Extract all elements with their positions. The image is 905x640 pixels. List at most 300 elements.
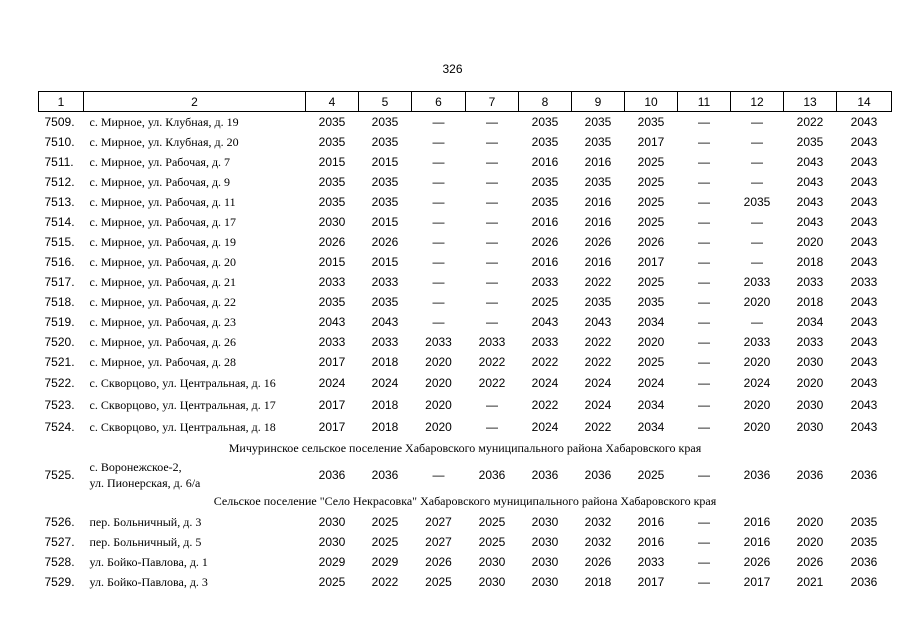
year-cell: 2035	[637, 115, 665, 129]
year-cell: 2034	[637, 420, 665, 434]
address-line: с. Скворцово, ул. Центральная, д. 17	[89, 398, 276, 412]
address-cell	[84, 372, 306, 394]
year-cell: 2020	[743, 295, 771, 309]
year-cell: 2035	[371, 115, 399, 129]
address-line: с. Мирное, ул. Рабочая, д. 22	[89, 295, 237, 309]
year-cell: 2043	[850, 295, 878, 309]
address-cell	[84, 394, 306, 416]
table-header	[39, 92, 892, 112]
year-cell: 2036	[584, 468, 612, 482]
column-header: 4	[306, 92, 359, 112]
year-cell: 2033	[796, 275, 824, 289]
year-cell: 2022	[531, 355, 559, 369]
address-cell	[84, 332, 306, 352]
year-cell: 2035	[637, 295, 665, 309]
address-line: ул. Бойко-Павлова, д. 3	[89, 575, 208, 589]
year-cell: —	[751, 315, 763, 329]
year-cell: 2030	[796, 398, 824, 412]
row-number: 7513.	[44, 195, 75, 209]
address-line: с. Мирное, ул. Рабочая, д. 26	[89, 335, 237, 349]
year-cell: 2016	[584, 215, 612, 229]
year-cell: 2043	[796, 155, 824, 169]
year-cell: 2025	[478, 535, 506, 549]
section-row	[39, 438, 892, 459]
year-cell: —	[698, 295, 710, 309]
year-cell: —	[698, 535, 710, 549]
year-cell: 2027	[425, 515, 452, 529]
year-cell: 2020	[796, 515, 824, 529]
year-cell: 2032	[584, 535, 612, 549]
year-cell: 2018	[796, 295, 824, 309]
row-number: 7517.	[44, 275, 75, 289]
year-cell: —	[432, 235, 445, 249]
table-row	[39, 372, 892, 394]
year-cell: 2035	[371, 295, 399, 309]
year-cell: 2022	[584, 355, 612, 369]
year-cell: 2020	[425, 376, 452, 390]
year-cell: —	[698, 335, 710, 349]
year-cell: 2024	[584, 376, 612, 390]
address-line: с. Мирное, ул. Рабочая, д. 19	[89, 235, 237, 249]
year-cell: 2026	[531, 235, 559, 249]
table-row	[39, 572, 892, 592]
column-header: 8	[519, 92, 572, 112]
year-cell: 2015	[371, 255, 399, 269]
year-cell: 2025	[371, 535, 399, 549]
year-cell: —	[698, 468, 710, 482]
year-cell: 2035	[850, 535, 878, 549]
table-row	[39, 352, 892, 372]
year-cell: —	[486, 255, 498, 269]
year-cell: —	[698, 420, 710, 434]
year-cell: 2033	[743, 335, 771, 349]
year-cell: —	[432, 115, 445, 129]
year-cell: 2035	[371, 195, 399, 209]
year-cell: 2030	[531, 535, 559, 549]
year-cell: 2035	[531, 175, 559, 189]
column-header: 11	[678, 92, 731, 112]
address-line: с. Мирное, ул. Рабочая, д. 17	[89, 215, 237, 229]
year-cell: 2036	[743, 468, 771, 482]
year-cell: —	[698, 235, 710, 249]
year-cell: 2022	[478, 376, 506, 390]
row-number: 7520.	[44, 335, 75, 349]
header-row	[39, 92, 892, 112]
year-cell: —	[432, 255, 445, 269]
year-cell: 2024	[531, 376, 559, 390]
table-row	[39, 152, 892, 172]
year-cell: 2015	[318, 155, 346, 169]
year-cell: 2026	[318, 235, 346, 249]
address-line: с. Мирное, ул. Рабочая, д. 21	[89, 275, 237, 289]
year-cell: 2036	[531, 468, 559, 482]
address-line: с. Мирное, ул. Рабочая, д. 28	[89, 355, 237, 369]
year-cell: 2035	[531, 115, 559, 129]
table-row	[39, 112, 892, 133]
year-cell: 2030	[531, 555, 559, 569]
year-cell: 2043	[371, 315, 399, 329]
row-number: 7529.	[44, 575, 75, 589]
year-cell: 2018	[371, 420, 399, 434]
year-cell: —	[432, 175, 445, 189]
year-cell: 2036	[850, 555, 878, 569]
year-cell: 2024	[584, 398, 612, 412]
year-cell: 2020	[796, 376, 824, 390]
year-cell: 2018	[371, 355, 399, 369]
year-cell: 2020	[637, 335, 665, 349]
year-cell: 2025	[478, 515, 506, 529]
year-cell: 2026	[584, 555, 612, 569]
page-number: 326	[442, 62, 463, 76]
year-cell: —	[698, 115, 710, 129]
year-cell: 2025	[637, 468, 665, 482]
table-row	[39, 394, 892, 416]
year-cell: 2022	[584, 275, 612, 289]
year-cell: 2043	[850, 398, 878, 412]
year-cell: 2035	[318, 295, 346, 309]
row-number: 7509.	[44, 115, 75, 129]
year-cell: 2020	[796, 535, 824, 549]
year-cell: —	[486, 135, 498, 149]
year-cell: —	[486, 115, 498, 129]
year-cell: —	[751, 135, 763, 149]
table-row	[39, 332, 892, 352]
year-cell: —	[432, 315, 445, 329]
year-cell: 2033	[371, 335, 399, 349]
column-header: 1	[39, 92, 84, 112]
row-number: 7510.	[44, 135, 75, 149]
column-header: 9	[572, 92, 625, 112]
year-cell: 2035	[318, 175, 346, 189]
year-cell: 2025	[531, 295, 559, 309]
year-cell: —	[698, 215, 710, 229]
year-cell: 2022	[531, 398, 559, 412]
year-cell: —	[486, 215, 498, 229]
year-cell: 2035	[584, 135, 612, 149]
year-cell: —	[486, 275, 498, 289]
year-cell: 2018	[584, 575, 612, 589]
year-cell: 2016	[584, 255, 612, 269]
address-cell	[84, 252, 306, 272]
year-cell: 2022	[796, 115, 824, 129]
year-cell: —	[432, 215, 445, 229]
year-cell: 2026	[743, 555, 771, 569]
year-cell: 2035	[371, 135, 399, 149]
address-cell	[84, 192, 306, 212]
year-cell: 2043	[850, 235, 878, 249]
row-number: 7525.	[44, 468, 75, 482]
year-cell: 2036	[796, 468, 824, 482]
year-cell: 2020	[425, 398, 452, 412]
table-body	[39, 112, 892, 593]
row-number: 7512.	[44, 175, 75, 189]
year-cell: —	[432, 155, 445, 169]
year-cell: 2035	[318, 195, 346, 209]
year-cell: 2015	[371, 215, 399, 229]
year-cell: —	[486, 315, 498, 329]
year-cell: 2025	[637, 355, 665, 369]
address-cell	[84, 552, 306, 572]
year-cell: 2020	[796, 235, 824, 249]
row-number: 7521.	[44, 355, 75, 369]
year-cell: 2035	[531, 135, 559, 149]
year-cell: 2022	[478, 355, 506, 369]
address-cell	[84, 112, 306, 133]
row-number: 7516.	[44, 255, 75, 269]
address-cell	[84, 312, 306, 332]
address-line: с. Мирное, ул. Рабочая, д. 11	[89, 195, 236, 209]
year-cell: 2030	[796, 420, 824, 434]
table-row	[39, 459, 892, 491]
year-cell: 2032	[584, 515, 612, 529]
year-cell: 2035	[743, 195, 771, 209]
year-cell: 2020	[743, 398, 771, 412]
year-cell: 2036	[850, 468, 878, 482]
year-cell: 2030	[318, 515, 346, 529]
year-cell: 2015	[371, 155, 399, 169]
year-cell: 2026	[371, 235, 399, 249]
year-cell: 2035	[318, 115, 346, 129]
year-cell: —	[698, 255, 710, 269]
year-cell: 2043	[796, 215, 824, 229]
year-cell: —	[432, 135, 445, 149]
year-cell: —	[698, 275, 710, 289]
year-cell: —	[698, 135, 710, 149]
year-cell: 2033	[531, 275, 559, 289]
year-cell: —	[486, 295, 498, 309]
section-title: Мичуринское сельское поселение Хабаровского муниципального района Хабаровского края	[228, 441, 702, 455]
year-cell: —	[432, 275, 445, 289]
year-cell: 2016	[743, 515, 771, 529]
address-cell	[84, 152, 306, 172]
year-cell: 2034	[796, 315, 824, 329]
year-cell: 2029	[371, 555, 399, 569]
address-cell	[84, 572, 306, 592]
row-number: 7526.	[44, 515, 75, 529]
address-line: с. Мирное, ул. Рабочая, д. 7	[89, 155, 231, 169]
table-row	[39, 272, 892, 292]
year-cell: —	[751, 215, 763, 229]
year-cell: 2043	[850, 315, 878, 329]
year-cell: 2036	[371, 468, 399, 482]
table-row	[39, 252, 892, 272]
year-cell: 2021	[796, 575, 824, 589]
year-cell: 2020	[743, 420, 771, 434]
row-number: 7527.	[44, 535, 75, 549]
year-cell: —	[698, 195, 710, 209]
year-cell: 2033	[318, 335, 346, 349]
year-cell: 2017	[637, 575, 665, 589]
year-cell: 2035	[584, 175, 612, 189]
year-cell: —	[698, 398, 710, 412]
year-cell: 2015	[318, 255, 346, 269]
year-cell: —	[698, 315, 710, 329]
year-cell: 2020	[425, 420, 452, 434]
year-cell: 2036	[850, 575, 878, 589]
year-cell: 2043	[850, 135, 878, 149]
year-cell: 2016	[743, 535, 771, 549]
year-cell: —	[698, 175, 710, 189]
table-row	[39, 552, 892, 572]
year-cell: 2043	[850, 335, 878, 349]
address-cell	[84, 512, 306, 532]
table-row	[39, 192, 892, 212]
address-cell	[84, 352, 306, 372]
year-cell: 2033	[743, 275, 771, 289]
column-header: 7	[466, 92, 519, 112]
year-cell: 2020	[743, 355, 771, 369]
table-row	[39, 212, 892, 232]
table-row	[39, 292, 892, 312]
year-cell: 2026	[796, 555, 824, 569]
row-number: 7518.	[44, 295, 75, 309]
year-cell: 2022	[371, 575, 399, 589]
year-cell: —	[432, 468, 445, 482]
year-cell: 2043	[584, 315, 612, 329]
year-cell: 2016	[637, 515, 665, 529]
year-cell: 2026	[637, 235, 665, 249]
year-cell: —	[432, 295, 445, 309]
year-cell: —	[698, 515, 710, 529]
year-cell: 2035	[584, 295, 612, 309]
address-cell	[84, 459, 306, 491]
table-row	[39, 416, 892, 438]
year-cell: —	[698, 376, 710, 390]
year-cell: 2043	[531, 315, 559, 329]
year-cell: 2035	[531, 195, 559, 209]
section-row	[39, 491, 892, 512]
table-row	[39, 312, 892, 332]
year-cell: 2030	[796, 355, 824, 369]
year-cell: 2025	[371, 515, 399, 529]
year-cell: —	[751, 235, 763, 249]
year-cell: 2017	[637, 255, 665, 269]
address-line: пер. Больничный, д. 5	[89, 535, 202, 549]
year-cell: 2017	[318, 355, 346, 369]
address-line: с. Мирное, ул. Клубная, д. 19	[89, 115, 239, 129]
year-cell: 2025	[637, 215, 665, 229]
column-header: 12	[731, 92, 784, 112]
column-header: 13	[784, 92, 837, 112]
year-cell: 2033	[850, 275, 878, 289]
address-cell	[84, 532, 306, 552]
address-line: ул. Бойко-Павлова, д. 1	[89, 555, 208, 569]
year-cell: 2033	[318, 275, 346, 289]
year-cell: —	[486, 195, 498, 209]
year-cell: 2030	[318, 215, 346, 229]
year-cell: —	[432, 195, 445, 209]
address-line: с. Мирное, ул. Рабочая, д. 9	[89, 175, 231, 189]
year-cell: 2035	[318, 135, 346, 149]
year-cell: 2025	[425, 575, 452, 589]
column-header: 5	[359, 92, 412, 112]
table-row	[39, 512, 892, 532]
year-cell: 2033	[371, 275, 399, 289]
year-cell: 2036	[478, 468, 506, 482]
year-cell: —	[751, 155, 763, 169]
year-cell: 2024	[743, 376, 771, 390]
year-cell: 2029	[318, 555, 346, 569]
year-cell: —	[698, 355, 710, 369]
year-cell: 2035	[796, 135, 824, 149]
year-cell: —	[751, 175, 763, 189]
column-header: 2	[84, 92, 306, 112]
year-cell: 2043	[850, 115, 878, 129]
year-cell: 2030	[531, 515, 559, 529]
year-cell: —	[698, 575, 710, 589]
year-cell: —	[486, 175, 498, 189]
year-cell: 2030	[478, 575, 506, 589]
address-line: с. Скворцово, ул. Центральная, д. 18	[89, 420, 276, 434]
year-cell: 2020	[425, 355, 452, 369]
year-cell: —	[486, 155, 498, 169]
year-cell: —	[486, 235, 498, 249]
year-cell: 2043	[850, 355, 878, 369]
year-cell: 2017	[743, 575, 771, 589]
year-cell: 2016	[531, 155, 559, 169]
section-title: Сельское поселение "Село Некрасовка" Хабаровского муниципального района Хабаровского края	[213, 494, 717, 508]
year-cell: 2030	[318, 535, 346, 549]
year-cell: 2035	[850, 515, 878, 529]
year-cell: 2043	[318, 315, 346, 329]
year-cell: 2043	[850, 155, 878, 169]
year-cell: 2033	[531, 335, 559, 349]
year-cell: 2034	[637, 315, 665, 329]
year-cell: 2018	[796, 255, 824, 269]
address-line: пер. Больничный, д. 3	[89, 515, 202, 529]
row-number: 7528.	[44, 555, 75, 569]
address-cell	[84, 212, 306, 232]
year-cell: 2026	[425, 555, 452, 569]
year-cell: 2043	[850, 215, 878, 229]
address-cell	[84, 232, 306, 252]
year-cell: 2025	[637, 275, 665, 289]
row-number: 7511.	[44, 155, 74, 169]
year-cell: 2017	[637, 135, 665, 149]
row-number: 7522.	[44, 376, 75, 390]
address-line: с. Мирное, ул. Рабочая, д. 20	[89, 255, 237, 269]
year-cell: 2033	[478, 335, 506, 349]
year-cell: 2033	[425, 335, 452, 349]
year-cell: —	[486, 398, 498, 412]
year-cell: 2018	[371, 398, 399, 412]
column-header: 10	[625, 92, 678, 112]
address-line: с. Воронежское-2,	[89, 460, 182, 474]
year-cell: 2025	[318, 575, 346, 589]
year-cell: 2016	[531, 255, 559, 269]
address-line: ул. Пионерская, д. 6/а	[89, 476, 201, 490]
year-cell: 2027	[425, 535, 452, 549]
year-cell: 2034	[637, 398, 665, 412]
year-cell: 2016	[584, 195, 612, 209]
year-cell: —	[486, 420, 498, 434]
table-row	[39, 132, 892, 152]
year-cell: 2043	[850, 255, 878, 269]
year-cell: 2036	[318, 468, 346, 482]
address-line: с. Мирное, ул. Клубная, д. 20	[89, 135, 239, 149]
year-cell: 2026	[584, 235, 612, 249]
year-cell: 2030	[478, 555, 506, 569]
year-cell: 2024	[531, 420, 559, 434]
year-cell: 2043	[850, 175, 878, 189]
year-cell: 2025	[637, 195, 665, 209]
year-cell: 2016	[584, 155, 612, 169]
row-number: 7519.	[44, 315, 75, 329]
row-number: 7524.	[44, 420, 75, 434]
table-row	[39, 172, 892, 192]
year-cell: 2043	[850, 420, 878, 434]
address-cell	[84, 292, 306, 312]
